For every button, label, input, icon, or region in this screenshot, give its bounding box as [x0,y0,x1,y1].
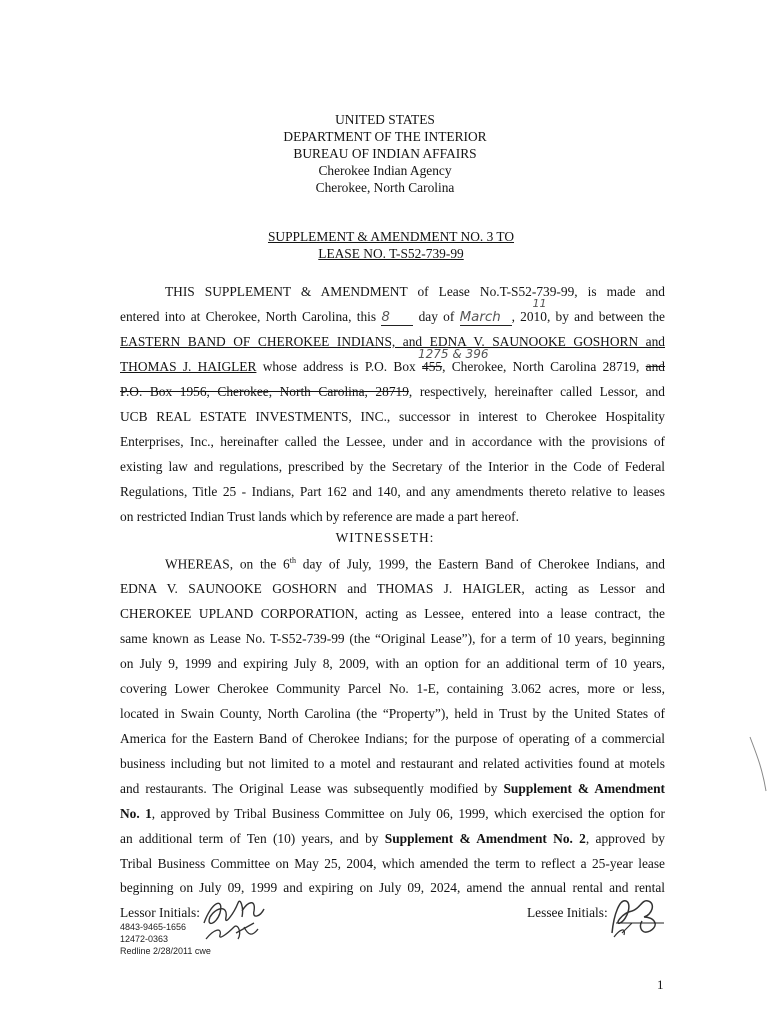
text-line: on restricted Indian Trust lands which by reference are made a part hereof. [120,509,519,524]
text-line: business including but not limited to a motel and restaurant and related activities found at motels [120,756,665,771]
text-segment: WHEREAS, on the 6 [165,556,290,572]
day-blank [381,309,413,326]
text-segment: THOMAS J. HAIGLER [120,359,257,374]
text-segment: , approved by Tribal Business Committee on July 06, 1999, which exercised the option for [151,806,665,821]
text-line: same known as Lease No. T-S52-739-99 (the “Original Lease”), for a term of 10 years, beginning [120,631,665,646]
text-line [120,781,665,797]
ordinal-suffix: th [289,556,296,565]
text-line: Enterprises, Inc., hereinafter called the Lessee, under and in accordance with the provisions of [120,434,665,449]
struck-text: P.O. Box 1956, Cherokee, North Carolina, 28719 [120,384,409,399]
page-number: 1 [657,977,664,992]
title-line: SUPPLEMENT & AMENDMENT NO. 3 TO [267,229,515,244]
text-line: EDNA V. SAUNOOKE GOSHORN and THOMAS J. HAIGLER, acting as Lessor and [120,581,665,596]
text-line: Regulations, Title 25 - Indians, Part 162 and 140, and any amendments thereto relative to leases [120,484,665,499]
handwritten-month: March [459,310,501,325]
struck-year: 10 [533,309,547,324]
text-segment: day of July, 1999, the Eastern Band of Cherokee Indians, and [296,556,665,572]
text-line: CHEROKEE UPLAND CORPORATION, acting as Lessee, entered into a lease contract, the [120,606,665,621]
text-line: covering Lower Cherokee Community Parcel No. 1-E, containing 3.062 acres, more or less, [120,681,665,696]
text-segment: entered into at Cherokee, North Carolina, this [120,309,377,324]
text-line [120,347,666,375]
text-segment: , 20 [511,309,534,324]
text-segment: and restaurants. The Original Lease was subsequently modified by [120,781,504,796]
bold-text: Supplement & Amendment No. 2 [384,831,586,846]
text-line: UCB REAL ESTATE INVESTMENTS, INC., successor in interest to Cherokee Hospitality [120,409,665,424]
header-line: DEPARTMENT OF THE INTERIOR [283,129,487,144]
text-line: beginning on July 09, 1999 and expiring on July 09, 2024, amend the annual rental and rental [120,880,665,895]
text-line [120,384,665,400]
handwritten-box: 1275 & 396 [418,347,489,361]
text-line: Tribal Business Committee on May 25, 2004, which amended the term to reflect a 25-year lease [120,856,665,871]
text-segment: , approved by [585,831,665,846]
text-line [120,806,665,822]
text-line: located in Swain County, North Carolina (the “Property”), held in Trust by the United States of [120,706,665,721]
struck-text: and [645,359,666,374]
text-line [120,831,665,847]
lessee-initials-label: Lessee Initials: [527,905,608,920]
document-title [0,228,770,262]
handwritten-year: 11 [532,297,547,310]
lessee-initials-signature [602,893,664,943]
text-line [120,297,665,326]
text-segment: , respectively, hereinafter called Lessor, and [408,384,665,399]
text-segment: , by and between the [546,309,665,324]
header-line: Cherokee, North Carolina [315,180,455,195]
box-correction [418,347,489,374]
lessor-initials-label: Lessor Initials: [120,905,200,920]
text-line [165,556,665,572]
text-line: on July 9, 1999 and expiring July 8, 2009, with an option for an additional term of 10 years, [120,656,665,671]
text-segment: , Cherokee, North Carolina 28719, [442,359,646,374]
month-blank [460,309,512,326]
header-line: UNITED STATES [335,112,435,127]
text-line: THIS SUPPLEMENT & AMENDMENT of Lease No.T-S52-739-99, is made and [165,284,665,299]
lessor-initials-signature [198,893,268,945]
text-line: America for the Eastern Band of Cherokee Indians; for the purpose of operating of a commercial [120,731,665,746]
witnesseth-heading: WITNESSETH: [335,530,435,545]
text-segment: day of [418,309,455,324]
redline-note: Redline 2/28/2011 cwe [120,946,211,956]
document-id: 4843-9465-1656 [120,922,187,932]
bold-text: Supplement & Amendment [503,781,665,796]
margin-mark [748,735,768,795]
text-segment: an additional term of Ten (10) years, and by [120,831,385,846]
struck-text: 455 [422,359,443,374]
document-id: 12472-0363 [120,934,169,944]
agency-header [0,111,770,196]
header-line: BUREAU OF INDIAN AFFAIRS [293,146,477,161]
handwritten-day: 8 [381,310,390,325]
header-line: Cherokee Indian Agency [318,163,452,178]
title-line: LEASE NO. T-S52-739-99 [318,246,464,261]
text-line: existing law and regulations, prescribed by the Secretary of the Interior in the Code of Federal [120,459,665,474]
year-correction [532,297,547,324]
text-segment: whose address is P.O. Box [256,359,423,374]
bold-text: No. 1 [120,806,152,821]
text-line: EASTERN BAND OF CHEROKEE INDIANS, and EDNA V. SAUNOOKE GOSHORN and [120,334,665,349]
